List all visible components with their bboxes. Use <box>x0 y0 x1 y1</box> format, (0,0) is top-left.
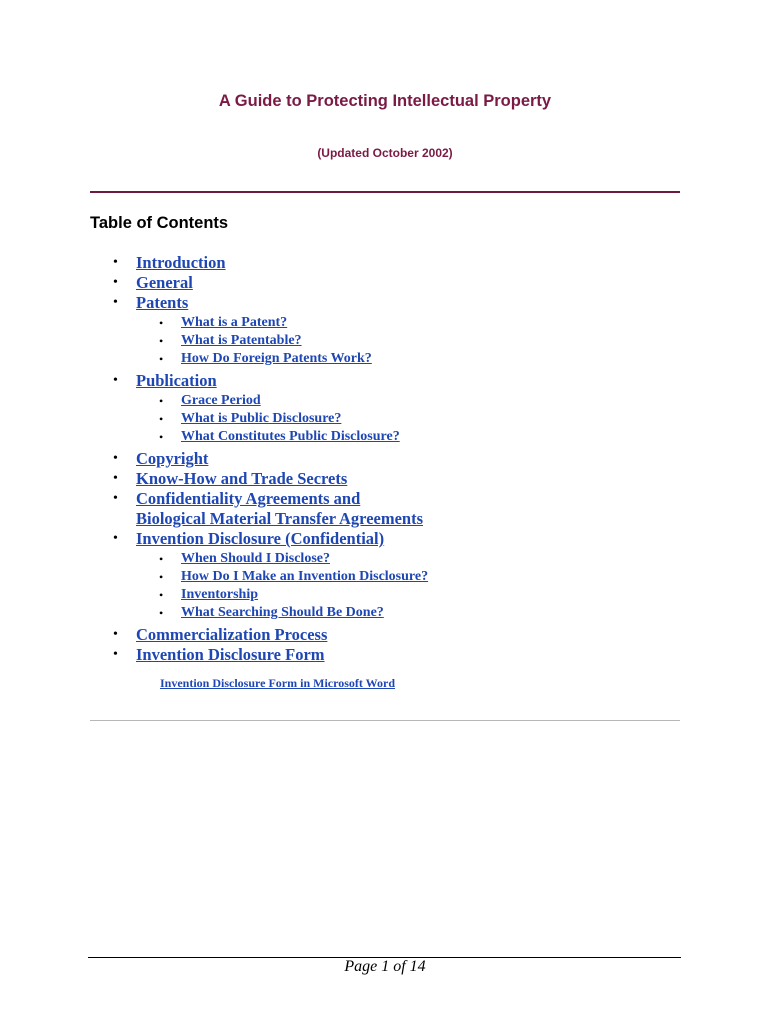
toc-subitem <box>159 410 696 428</box>
toc-link-invention-disclosure[interactable]: Invention Disclosure (Confidential) <box>136 529 385 548</box>
toc-link-disclosure-form[interactable]: Invention Disclosure Form <box>136 645 325 664</box>
toc-link-searching[interactable]: What Searching Should Be Done? <box>181 605 384 620</box>
bullet-icon: • <box>159 334 164 348</box>
bullet-icon: • <box>159 430 164 444</box>
toc-item-commercialization <box>113 625 696 645</box>
toc-item-general <box>113 273 696 293</box>
toc-subitem <box>159 332 696 350</box>
toc-subitem <box>159 428 696 446</box>
toc-link-foreign-patents[interactable]: How Do Foreign Patents Work? <box>181 351 372 366</box>
toc-subitem <box>159 314 696 332</box>
bullet-icon: • <box>113 295 118 310</box>
toc-link-patents[interactable]: Patents <box>136 293 189 312</box>
bullet-icon: • <box>159 588 164 602</box>
toc-link-confidentiality-agreements[interactable] <box>136 489 696 529</box>
toc-item-invention-disclosure <box>113 529 696 622</box>
toc-link-what-is-patentable[interactable]: What is Patentable? <box>181 333 302 348</box>
patents-sublist <box>159 314 696 368</box>
toc-link-what-is-a-patent[interactable]: What is a Patent? <box>181 315 288 330</box>
toc-link-inventorship[interactable]: Inventorship <box>181 587 259 602</box>
toc-item-know-how <box>113 469 696 489</box>
bullet-icon: • <box>159 352 164 366</box>
toc-link-commercialization[interactable]: Commercialization Process <box>136 625 328 644</box>
toc-link-general[interactable]: General <box>136 273 193 292</box>
table-of-contents <box>113 253 696 665</box>
page-number: Page 1 of 14 <box>344 958 426 975</box>
bullet-icon: • <box>113 627 118 642</box>
toc-link-publication[interactable]: Publication <box>136 371 217 390</box>
toc-item-confidentiality <box>113 489 696 529</box>
bullet-icon: • <box>113 647 118 662</box>
bullet-icon: • <box>159 606 164 620</box>
bullet-icon: • <box>113 491 118 506</box>
bullet-icon: • <box>159 412 164 426</box>
toc-link-copyright[interactable]: Copyright <box>136 449 209 468</box>
toc-link-when-disclose[interactable]: When Should I Disclose? <box>181 551 330 566</box>
bottom-divider <box>90 720 680 721</box>
document-title: A Guide to Protecting Intellectual Property <box>218 92 552 110</box>
toc-item-publication <box>113 371 696 446</box>
bullet-icon: • <box>113 255 118 270</box>
bullet-icon: • <box>113 373 118 388</box>
bullet-icon: • <box>113 471 118 486</box>
toc-link-constitutes-public-disclosure[interactable]: What Constitutes Public Disclosure? <box>181 429 400 444</box>
bullet-icon: • <box>159 316 164 330</box>
toc-subitem <box>159 392 696 410</box>
toc-subitem <box>159 350 696 368</box>
invention-disclosure-sublist <box>159 550 696 622</box>
toc-item-patents <box>113 293 696 368</box>
toc-item-disclosure-form <box>113 645 696 665</box>
word-form-link[interactable]: Invention Disclosure Form in Microsoft Word <box>160 676 395 690</box>
toc-subitem <box>159 586 696 604</box>
bullet-icon: • <box>159 552 164 566</box>
link-line-1: Confidentiality Agreements and <box>136 489 361 508</box>
link-line-2: Biological Material Transfer Agreements <box>136 509 424 528</box>
toc-link-public-disclosure[interactable]: What is Public Disclosure? <box>181 411 342 426</box>
toc-link-grace-period[interactable]: Grace Period <box>181 393 261 408</box>
bullet-icon: • <box>113 275 118 290</box>
bullet-icon: • <box>113 451 118 466</box>
toc-link-introduction[interactable]: Introduction <box>136 253 226 272</box>
toc-link-how-disclose[interactable]: How Do I Make an Invention Disclosure? <box>181 569 429 584</box>
toc-item-introduction <box>113 253 696 273</box>
top-divider <box>90 191 680 193</box>
publication-sublist <box>159 392 696 446</box>
toc-heading: Table of Contents <box>90 214 229 232</box>
bullet-icon: • <box>113 531 118 546</box>
bullet-icon: • <box>159 394 164 408</box>
toc-link-know-how[interactable]: Know-How and Trade Secrets <box>136 469 348 488</box>
toc-subitem <box>159 568 696 586</box>
bullet-icon: • <box>159 570 164 584</box>
toc-subitem <box>159 550 696 568</box>
toc-subitem <box>159 604 696 622</box>
toc-item-copyright <box>113 449 696 469</box>
updated-date: (Updated October 2002) <box>317 146 453 160</box>
